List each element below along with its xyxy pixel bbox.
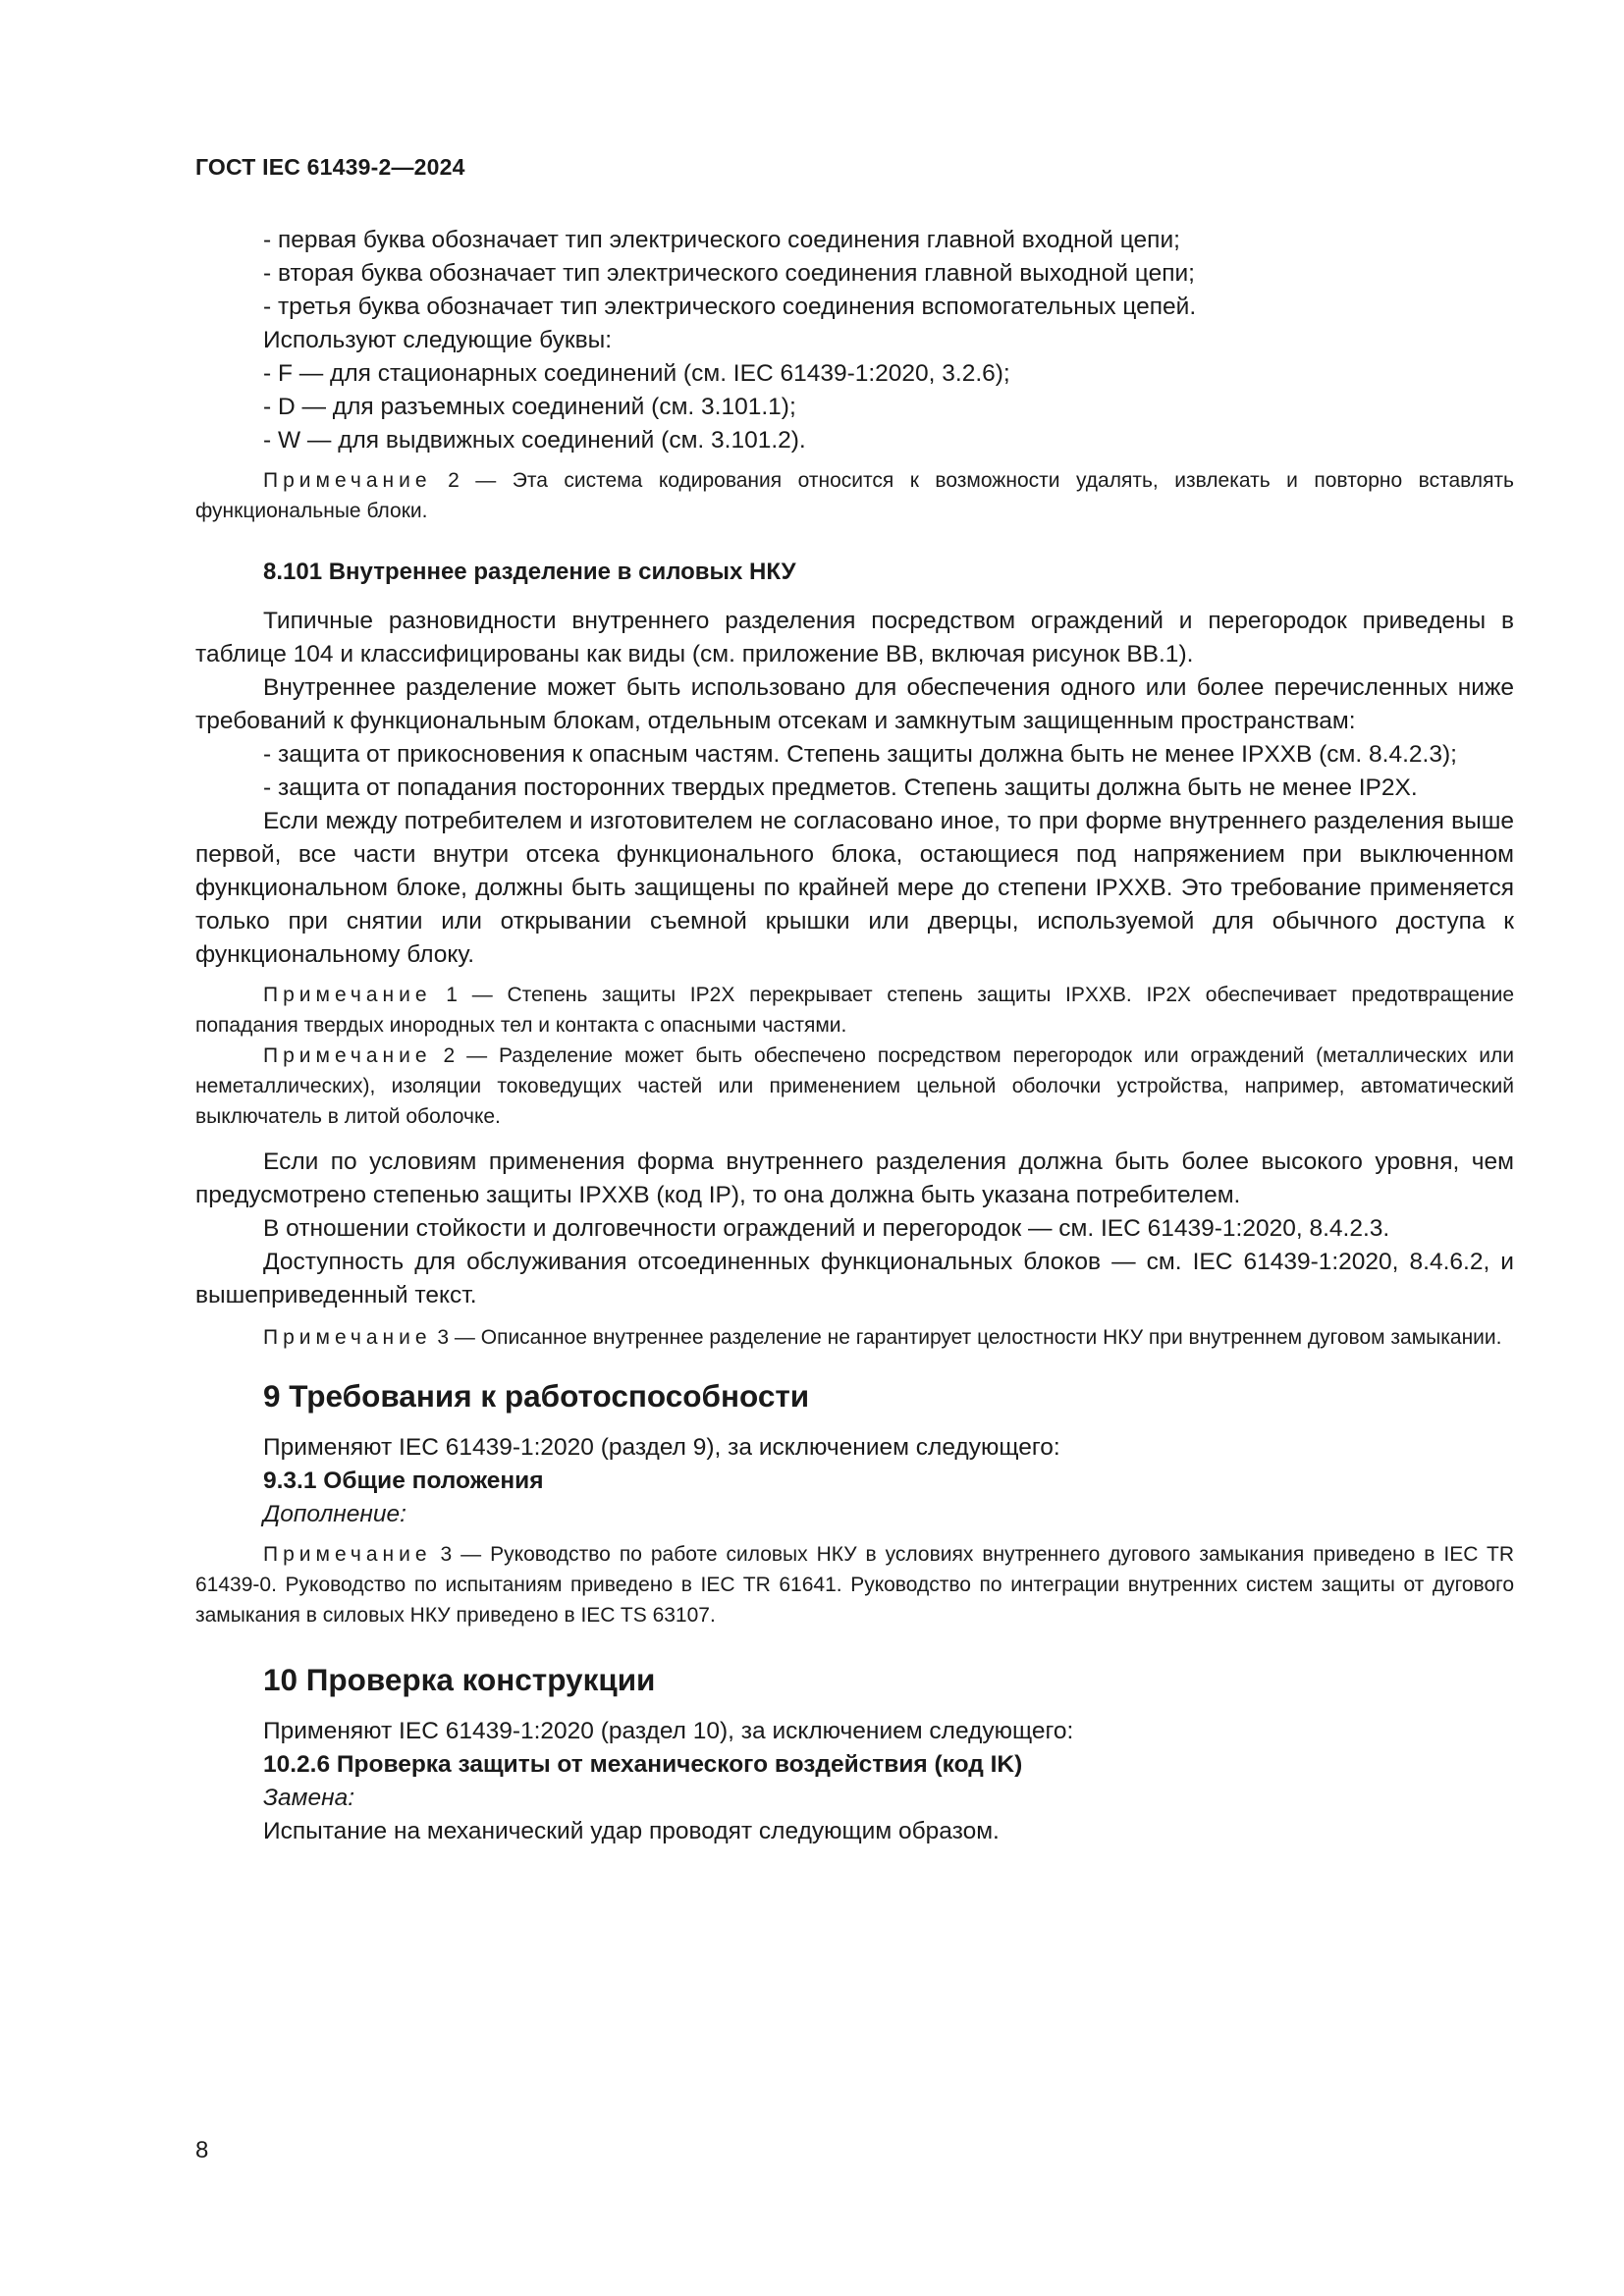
note-label: Примечание: [263, 1044, 432, 1067]
addition-label: Дополнение:: [263, 1501, 406, 1527]
note-text: 3 — Руководство по работе силовых НКУ в условиях внутреннего дугового замыкания приведено в IEC TR 61439-0. Руководство по испытаниям приведено в IEC TR 61641. Руководство по интеграции внутренних систем защиты от дугового замыкания в силовых НКУ приведено в IEC TS 63107.: [195, 1543, 1514, 1627]
paragraph: Внутреннее разделение может быть использовано для обеспечения одного или более перечисленных ниже требований к функциональным блокам, отдельным отсекам и замкнутым защищенным пространствам:: [195, 674, 1514, 734]
note-label: Примечание: [263, 469, 432, 492]
subsection-heading-9-3-1: 9.3.1 Общие положения: [263, 1468, 544, 1494]
list-item: - третья буква обозначает тип электрического соединения вспомогательных цепей.: [263, 294, 1197, 320]
paragraph: Если по условиям применения форма внутреннего разделения должна быть более высокого уровня, чем предусмотрено степенью защиты IPXXB (код IP), то она должна быть указана потребителем.: [195, 1148, 1514, 1208]
paragraph: Применяют IEC 61439-1:2020 (раздел 10), за исключением следующего:: [263, 1718, 1074, 1744]
note-label: Примечание: [263, 984, 432, 1006]
note-paragraph: [195, 1539, 1514, 1630]
heading-8-101: 8.101 Внутреннее разделение в силовых НКУ: [263, 559, 796, 585]
note-paragraph: [195, 1041, 1514, 1132]
paragraph: - защита от прикосновения к опасным частям. Степень защиты должна быть не менее IPXXB (см. 8.4.2.3);: [263, 741, 1457, 768]
paragraph: Применяют IEC 61439-1:2020 (раздел 9), за исключением следующего:: [263, 1434, 1060, 1461]
list-item: - F — для стационарных соединений (см. IEC 61439-1:2020, 3.2.6);: [263, 360, 1010, 387]
paragraph: Если между потребителем и изготовителем не согласовано иное, то при форме внутреннего разделения выше первой, все части внутри отсека функционального блока, остающиеся под напряжением при выключенном функциональном блоке, должны быть защищены по крайней мере до степени IPXXB. Это требование применяется только при снятии или открывании съемной крышки или дверцы, используемой для обычного доступа к функциональному блоку.: [195, 808, 1514, 968]
paragraph: - защита от попадания посторонних твердых предметов. Степень защиты должна быть не менее IP2X.: [263, 774, 1418, 801]
page-content: [195, 224, 1514, 1848]
note-text: 1 — Степень защиты IP2X перекрывает степень защиты IPXXB. IP2X обеспечивает предотвращение попадания твердых инородных тел и контакта с опасными частями.: [195, 984, 1514, 1037]
page-number: 8: [195, 2137, 209, 2163]
subsection-heading-10-2-6: 10.2.6 Проверка защиты от механического воздействия (код IK): [263, 1751, 1023, 1778]
note-text: 2 — Эта система кодирования относится к возможности удалять, извлекать и повторно вставлять функциональные блоки.: [195, 469, 1514, 522]
paragraph: Доступность для обслуживания отсоединенных функциональных блоков — см. IEC 61439-1:2020, 8.4.6.2, и вышеприведенный текст.: [195, 1249, 1514, 1308]
list-item: - первая буква обозначает тип электрического соединения главной входной цепи;: [263, 227, 1180, 253]
list-item: - вторая буква обозначает тип электрического соединения главной выходной цепи;: [263, 260, 1195, 287]
note-paragraph: [195, 1322, 1514, 1353]
paragraph: Типичные разновидности внутреннего разделения посредством ограждений и перегородок приведены в таблице 104 и классифицированы как виды (см. приложение ВВ, включая рисунок ВВ.1).: [195, 608, 1514, 667]
note-label: Примечание: [263, 1326, 432, 1349]
section-heading-9: 9 Требования к работоспособности: [263, 1378, 810, 1414]
paragraph: В отношении стойкости и долговечности ограждений и перегородок — см. IEC 61439-1:2020, 8.4.2.3.: [263, 1215, 1390, 1242]
note-text: 3 — Описанное внутреннее разделение не гарантирует целостности НКУ при внутреннем дуговом замыкании.: [431, 1326, 1502, 1349]
section-heading-10: 10 Проверка конструкции: [263, 1662, 656, 1697]
list-item: - D — для разъемных соединений (см. 3.101.1);: [263, 394, 796, 420]
page-header-title: ГОСТ IEC 61439-2—2024: [195, 154, 465, 180]
paragraph: Испытание на механический удар проводят следующим образом.: [263, 1818, 1000, 1844]
note-paragraph: [195, 465, 1514, 526]
note-text: 2 — Разделение может быть обеспечено посредством перегородок или ограждений (металлических или неметаллических), изоляции токоведущих частей или применением цельной оболочки устройства, например, автоматический выключатель в литой оболочке.: [195, 1044, 1514, 1128]
list-item: Используют следующие буквы:: [263, 327, 613, 353]
note-paragraph: [195, 980, 1514, 1041]
replacement-label: Замена:: [263, 1785, 354, 1811]
list-item: - W — для выдвижных соединений (см. 3.101.2).: [263, 427, 806, 454]
note-label: Примечание: [263, 1543, 432, 1566]
